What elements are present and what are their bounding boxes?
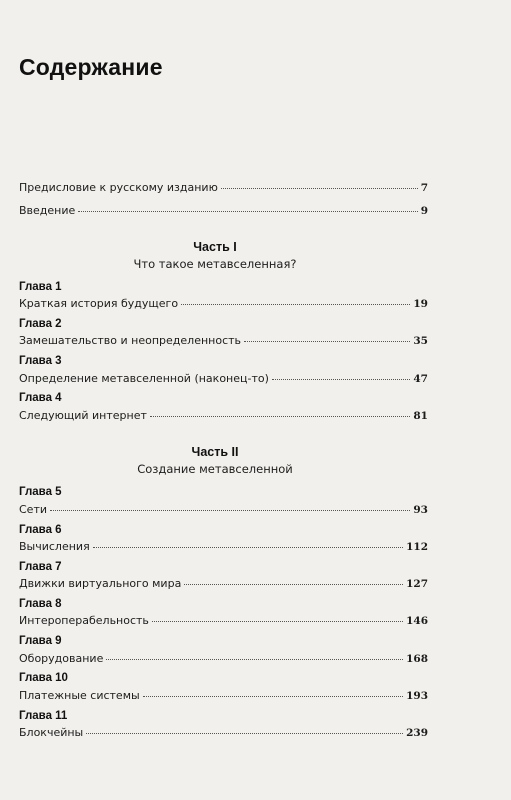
- dot-leader: [184, 584, 403, 585]
- toc-entry-label: Сети: [19, 503, 48, 516]
- toc-entry-label: Блокчейны: [19, 726, 84, 739]
- toc-entry-label: Краткая история будущего: [19, 297, 179, 310]
- toc-entry-page: 19: [413, 298, 428, 310]
- chapter-number: Глава 9: [19, 635, 62, 647]
- toc-entry-page: 35: [413, 335, 428, 347]
- part-subtitle: Создание метавселенной: [137, 462, 293, 476]
- toc-entry-page: 146: [406, 615, 428, 627]
- page-title: Содержание: [19, 54, 163, 80]
- chapter-number: Глава 6: [19, 524, 62, 536]
- toc-entry-label: Предисловие к русскому изданию: [19, 181, 218, 194]
- chapter-number: Глава 7: [19, 561, 62, 573]
- toc-entry-chapter-10[interactable]: [19, 689, 428, 702]
- dot-leader: [78, 211, 417, 212]
- dot-leader: [244, 341, 410, 342]
- chapter-number: Глава 4: [19, 392, 62, 404]
- toc-entry-label: Следующий интернет: [19, 409, 147, 422]
- dot-leader: [150, 416, 411, 417]
- part-title: Часть II: [191, 445, 239, 459]
- toc-entry-chapter-11[interactable]: [19, 726, 428, 739]
- chapter-number: Глава 8: [19, 598, 62, 610]
- toc-entry-page: 112: [406, 541, 428, 553]
- toc-entry-page: 193: [406, 690, 428, 702]
- toc-entry-chapter-3[interactable]: [19, 372, 428, 385]
- toc-entry-label: Вычисления: [19, 540, 90, 553]
- toc-entry-page: 9: [420, 205, 428, 217]
- dot-leader: [143, 696, 403, 697]
- toc-entry-label: Интероперабельность: [19, 614, 149, 627]
- chapter-number: Глава 2: [19, 318, 62, 330]
- dot-leader: [86, 733, 403, 734]
- toc-entry-chapter-1[interactable]: [19, 297, 428, 310]
- chapter-number: Глава 3: [19, 355, 62, 367]
- toc-entry-page: 47: [413, 373, 428, 385]
- toc-entry-page: 7: [420, 182, 428, 194]
- dot-leader: [50, 510, 410, 511]
- dot-leader: [106, 659, 403, 660]
- toc-entry-chapter-7[interactable]: [19, 577, 428, 590]
- toc-entry-label: Замешательство и неопределенность: [19, 334, 242, 347]
- chapter-number: Глава 10: [19, 672, 68, 684]
- toc-entry-page: 168: [406, 653, 428, 665]
- chapter-number: Глава 5: [19, 486, 62, 498]
- chapter-number: Глава 11: [19, 710, 68, 722]
- toc-entry-chapter-9[interactable]: [19, 652, 428, 665]
- toc-entry-chapter-8[interactable]: [19, 614, 428, 627]
- toc-entry-preface[interactable]: [19, 181, 428, 194]
- toc-entry-label: Движки виртуального мира: [19, 577, 182, 590]
- toc-entry-label: Введение: [19, 204, 76, 217]
- toc-entry-label: Платежные системы: [19, 689, 140, 702]
- dot-leader: [93, 547, 403, 548]
- toc-entry-page: 239: [406, 727, 428, 739]
- toc-entry-page: 81: [413, 410, 428, 422]
- part-subtitle: Что такое метавселенная?: [133, 257, 297, 271]
- toc-entry-page: 127: [406, 578, 428, 590]
- chapter-number: Глава 1: [19, 281, 62, 293]
- part-title: Часть I: [193, 240, 237, 254]
- dot-leader: [221, 188, 418, 189]
- toc-entry-introduction[interactable]: [19, 204, 428, 217]
- toc-entry-label: Определение метавселенной (наконец-то): [19, 372, 269, 385]
- toc-entry-chapter-4[interactable]: [19, 409, 428, 422]
- dot-leader: [272, 379, 410, 380]
- toc-entry-chapter-2[interactable]: [19, 334, 428, 347]
- dot-leader: [152, 621, 403, 622]
- toc-entry-page: 93: [413, 504, 428, 516]
- toc-entry-chapter-6[interactable]: [19, 540, 428, 553]
- toc-entry-chapter-5[interactable]: [19, 503, 428, 516]
- dot-leader: [181, 304, 410, 305]
- toc-entry-label: Оборудование: [19, 652, 104, 665]
